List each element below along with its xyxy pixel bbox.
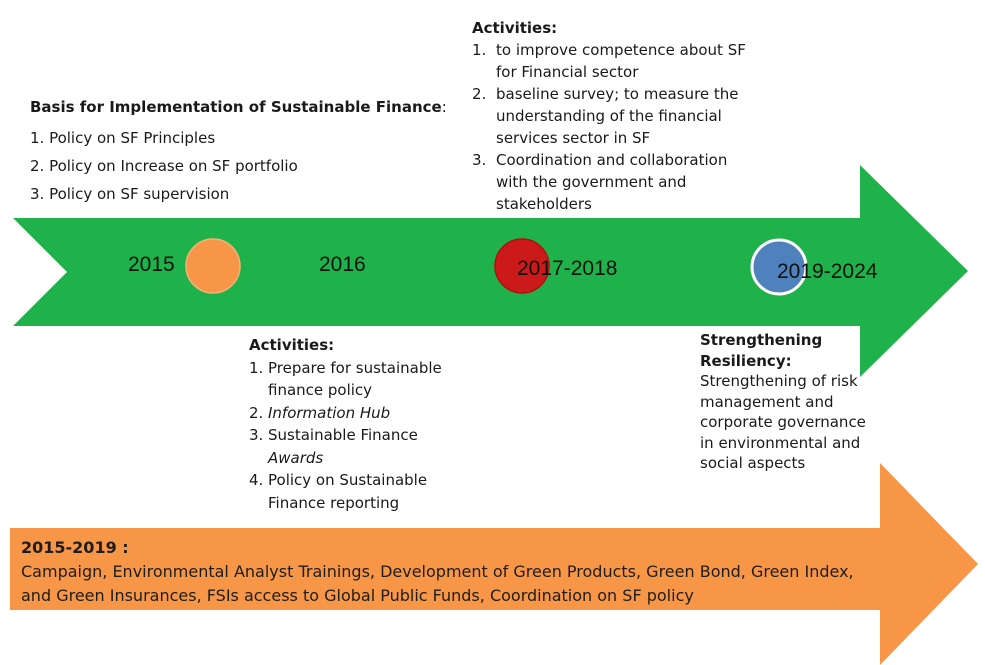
strengthening-title-line2: Resiliency: <box>700 351 792 370</box>
summary-title: 2015-2019 : <box>21 538 129 557</box>
activities-2017-title: Activities: <box>472 19 558 37</box>
strengthening-line: social aspects <box>700 454 806 472</box>
list-line-italic: Awards <box>268 448 324 467</box>
strengthening-title-line1: Strengthening <box>700 331 823 349</box>
basis-title-colon: : <box>441 98 447 116</box>
list-line: services sector in SF <box>496 129 651 147</box>
list-line: baseline survey; to measure the <box>496 85 739 103</box>
list-line: with the government and <box>496 173 687 191</box>
list-line: Prepare for sustainable <box>268 358 442 377</box>
list-item <box>249 402 479 425</box>
list-line: Finance reporting <box>268 493 400 512</box>
basis-item: 2. Policy on Increase on SF portfolio <box>30 157 298 175</box>
strengthening-line: Strengthening of risk <box>700 372 858 390</box>
list-line: for Financial sector <box>496 63 639 81</box>
list-line: understanding of the financial <box>496 107 722 125</box>
list-item <box>249 357 479 402</box>
strengthening-block <box>700 330 880 474</box>
dot-2015 <box>186 239 240 293</box>
list-line: to improve competence about SF <box>496 41 746 59</box>
list-number: 2. <box>249 403 264 422</box>
list-line: Policy on Sustainable <box>268 471 428 489</box>
activities-2016-title: Activities: <box>249 336 335 354</box>
list-item <box>472 83 772 149</box>
list-item <box>249 469 479 514</box>
activities-2017-block <box>472 17 772 215</box>
year-2015: 2015 <box>128 253 175 276</box>
list-item <box>249 424 479 469</box>
strengthening-line: corporate governance <box>700 413 866 431</box>
summary-line: and Green Insurances, FSIs access to Global Public Funds, Coordination on SF policy <box>21 586 694 605</box>
list-item <box>472 39 772 83</box>
list-line: Coordination and collaboration <box>496 151 728 169</box>
list-number: 1. <box>249 358 264 377</box>
strengthening-line: in environmental and <box>700 433 861 452</box>
list-number: 2. <box>472 85 487 103</box>
basis-title-text: Basis for Implementation of Sustainable Finance <box>30 98 442 116</box>
list-number: 1. <box>472 41 487 59</box>
basis-item: 3. Policy on SF supervision <box>30 185 230 203</box>
list-number: 4. <box>249 471 264 489</box>
basis-item: 1. Policy on SF Principles <box>30 129 216 147</box>
list-line: Sustainable Finance <box>268 426 418 444</box>
activities-2017-list <box>472 39 772 215</box>
strengthening-line: management and <box>700 392 834 411</box>
year-2016: 2016 <box>319 253 366 276</box>
list-line: stakeholders <box>496 195 592 213</box>
activities-2016-block <box>249 334 479 514</box>
activities-2016-list <box>249 357 479 515</box>
year-2019-2024: 2019-2024 <box>777 260 878 283</box>
list-number: 3. <box>472 151 487 169</box>
summary-line: Campaign, Environmental Analyst Trainings, Development of Green Products, Green Bond, Green Index, <box>21 562 854 581</box>
basis-list <box>30 124 450 208</box>
list-line: finance policy <box>268 381 373 399</box>
basis-block <box>30 96 450 208</box>
summary-block <box>21 536 881 608</box>
list-number: 3. <box>249 426 264 444</box>
year-2017-2018: 2017-2018 <box>517 257 618 280</box>
list-line-italic: Information Hub <box>268 403 391 422</box>
basis-title <box>30 96 450 118</box>
list-item <box>472 149 772 215</box>
